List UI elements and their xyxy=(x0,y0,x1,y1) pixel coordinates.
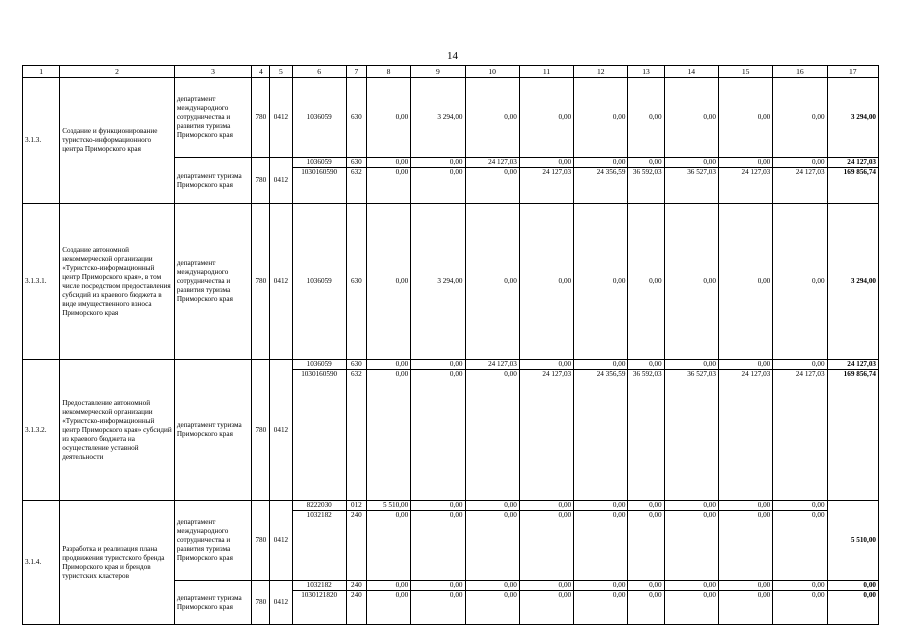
cell-c17: 0,00 xyxy=(863,591,876,600)
cell-c8: 0,00 xyxy=(395,370,409,379)
cell-c7: 630 xyxy=(346,204,366,360)
cell-c12: 0,00 xyxy=(612,511,626,520)
row-dept: департамент туризма Приморского края xyxy=(174,581,251,625)
cell-c15: 0,00 xyxy=(757,511,771,520)
cell-c17: 0,00 xyxy=(828,581,878,591)
cell-c14: 36 527,03 xyxy=(687,168,716,177)
cell-c16: 0,00 xyxy=(812,591,825,600)
header-cell: 8 xyxy=(366,66,410,78)
cell-c9: 3 294,00 xyxy=(411,78,465,158)
cell-c6: 1036059 xyxy=(293,360,346,370)
table-row xyxy=(23,204,879,360)
cell-c8: 0,00 xyxy=(367,158,410,168)
cell-c10: 0,00 xyxy=(465,78,519,158)
cell-c15: 0,00 xyxy=(757,591,771,600)
cell-c6: 8222030 xyxy=(293,501,346,511)
cell-c4: 780 xyxy=(252,158,270,204)
cell-c15: 24 127,03 xyxy=(741,168,771,177)
cell-c5: 0412 xyxy=(270,78,292,158)
cell-c10: 0,00 xyxy=(466,581,519,591)
row-code: 3.1.3.1. xyxy=(23,204,60,360)
cell-c13: 0,00 xyxy=(628,78,664,158)
cell-c9: 0,00 xyxy=(411,501,464,511)
cell-c14: 0,00 xyxy=(665,158,718,168)
header-cell: 14 xyxy=(664,66,718,78)
cell-c13: 36 592,03 xyxy=(632,168,662,177)
cell-c17: 169 856,74 xyxy=(843,168,876,177)
cell-c10: 0,00 xyxy=(504,511,517,520)
cell-c16: 24 127,03 xyxy=(795,370,825,379)
row-code: 3.1.3. xyxy=(23,78,60,204)
header-cell: 3 xyxy=(174,66,251,78)
cell-c4: 780 xyxy=(252,78,270,158)
cell-c8: 0,00 xyxy=(366,78,410,158)
cell-c6: 1036059 xyxy=(292,204,346,360)
cell-c13: 0,00 xyxy=(628,360,663,370)
header-cell: 11 xyxy=(519,66,573,78)
cell-c13: 0,00 xyxy=(628,501,663,511)
cell-c11: 0,00 xyxy=(558,511,572,520)
cell-c9: 0,00 xyxy=(449,168,463,177)
header-cell: 16 xyxy=(773,66,827,78)
cell-c4: 780 xyxy=(252,501,270,581)
cell-c9: 0,00 xyxy=(449,591,463,600)
header-cell: 15 xyxy=(718,66,772,78)
page-number: 14 xyxy=(447,50,458,62)
cell-c14: 0,00 xyxy=(703,511,716,520)
cell-c8: 0,00 xyxy=(366,204,410,360)
header-cell: 6 xyxy=(292,66,346,78)
cell-c7: 630 xyxy=(347,158,366,168)
header-cell: 5 xyxy=(270,66,292,78)
cell-c6: 1036059 xyxy=(293,158,346,168)
cell-c15: 0,00 xyxy=(719,581,772,591)
cell-c15: 0,00 xyxy=(718,78,772,158)
row-dept: департамент международного сотрудничества и развития туризма Приморского края xyxy=(174,78,251,158)
cell-c9: 3 294,00 xyxy=(411,204,465,360)
cell-c17: 3 294,00 xyxy=(827,204,878,360)
cell-c13: 0,00 xyxy=(649,591,662,600)
row-code: 3.1.3.2. xyxy=(23,360,60,501)
cell-c9: 0,00 xyxy=(411,158,464,168)
cell-c12: 0,00 xyxy=(574,78,628,158)
cell-c17: 24 127,03 xyxy=(828,158,878,168)
cell-c7: 632 xyxy=(350,370,362,379)
cell-c13: 0,00 xyxy=(649,511,662,520)
cell-c6: 1030160590 xyxy=(301,370,338,379)
cell-c8: 0,00 xyxy=(395,168,409,177)
cell-c10: 0,00 xyxy=(466,501,519,511)
cell-c10: 0,00 xyxy=(504,591,517,600)
cell-c5: 0412 xyxy=(270,501,292,581)
header-cell: 12 xyxy=(574,66,628,78)
cell-c15: 0,00 xyxy=(719,360,772,370)
cell-c6: 1032182 xyxy=(293,581,346,591)
cell-c16: 0,00 xyxy=(773,501,826,511)
cell-c11: 0,00 xyxy=(520,581,573,591)
cell-c5: 0412 xyxy=(270,204,292,360)
cell-c16: 24 127,03 xyxy=(795,168,825,177)
cell-c17: 169 856,74 xyxy=(843,370,876,379)
cell-c14: 0,00 xyxy=(664,204,718,360)
header-cell: 2 xyxy=(60,66,175,78)
row-dept: департамент международного сотрудничества и развития туризма Приморского края xyxy=(174,501,251,581)
header-cell: 4 xyxy=(252,66,270,78)
cell-c14: 36 527,03 xyxy=(687,370,716,379)
cell-c14: 0,00 xyxy=(664,78,718,158)
cell-c9: 0,00 xyxy=(411,581,464,591)
header-cell: 10 xyxy=(465,66,519,78)
cell-c13: 0,00 xyxy=(628,581,663,591)
cell-c6: 1030121820 xyxy=(301,591,338,600)
cell-c8: 0,00 xyxy=(395,591,409,600)
cell-c16: 0,00 xyxy=(773,78,827,158)
cell-c15: 0,00 xyxy=(718,204,772,360)
cell-c12: 0,00 xyxy=(574,581,627,591)
header-cell: 17 xyxy=(827,66,878,78)
cell-c7: 240 xyxy=(350,591,362,600)
cell-c11: 24 127,03 xyxy=(542,370,572,379)
cell-c8: 0,00 xyxy=(367,360,410,370)
cell-c6: 1032182 xyxy=(306,511,332,520)
cell-c5: 0412 xyxy=(270,581,292,625)
cell-c10: 0,00 xyxy=(504,168,517,177)
cell-c13: 36 592,03 xyxy=(632,370,662,379)
cell-c11: 0,00 xyxy=(520,158,573,168)
cell-c6: 1036059 xyxy=(292,78,346,158)
cell-c17: 24 127,03 xyxy=(828,360,878,370)
cell-c12: 0,00 xyxy=(574,360,627,370)
cell-c11: 0,00 xyxy=(519,204,573,360)
cell-c15: 24 127,03 xyxy=(741,370,771,379)
cell-c16: 0,00 xyxy=(773,204,827,360)
cell-c4: 780 xyxy=(252,581,270,625)
cell-c11: 0,00 xyxy=(520,501,573,511)
cell-c17: 3 294,00 xyxy=(827,78,878,158)
cell-c12: 0,00 xyxy=(574,501,627,511)
cell-c11: 24 127,03 xyxy=(542,168,572,177)
cell-c9: 0,00 xyxy=(449,370,463,379)
cell-c13: 0,00 xyxy=(628,158,663,168)
cell-c7: 240 xyxy=(350,511,362,520)
header-cell: 7 xyxy=(346,66,366,78)
row-code: 3.1.4. xyxy=(23,501,60,625)
header-cell: 1 xyxy=(23,66,60,78)
cell-c11: 0,00 xyxy=(520,360,573,370)
cell-c6: 1030160590 xyxy=(301,168,338,177)
cell-c7: 630 xyxy=(346,78,366,158)
cell-c10: 0,00 xyxy=(465,204,519,360)
cell-c11: 0,00 xyxy=(519,78,573,158)
cell-c16: 0,00 xyxy=(773,360,826,370)
cell-c14: 0,00 xyxy=(703,591,716,600)
cell-c8: 0,00 xyxy=(367,581,410,591)
budget-table xyxy=(22,65,879,625)
cell-c7: 632 xyxy=(350,168,362,177)
cell-c5: 0412 xyxy=(270,360,292,501)
cell-c8: 5 510,00 xyxy=(367,501,410,511)
cell-c7: 240 xyxy=(347,581,366,591)
table-row xyxy=(23,360,879,501)
cell-c14: 0,00 xyxy=(665,360,718,370)
header-cell: 9 xyxy=(411,66,465,78)
cell-c15: 0,00 xyxy=(719,501,772,511)
cell-c7: 012 xyxy=(347,501,366,511)
header-cell: 13 xyxy=(628,66,664,78)
row-dept: департамент туризма Приморского края xyxy=(174,158,251,204)
cell-c4: 780 xyxy=(252,204,270,360)
cell-c14: 0,00 xyxy=(665,501,718,511)
cell-c9: 0,00 xyxy=(411,360,464,370)
cell-c15: 0,00 xyxy=(719,158,772,168)
cell-c16: 0,00 xyxy=(773,581,826,591)
cell-c17: 5 510,00 xyxy=(827,501,878,581)
cell-c7: 630 xyxy=(347,360,366,370)
cell-c16: 0,00 xyxy=(812,511,825,520)
cell-c12: 24 356,59 xyxy=(596,370,626,379)
cell-c10: 0,00 xyxy=(504,370,517,379)
cell-c12: 0,00 xyxy=(574,158,627,168)
row-dept: департамент международного сотрудничества и развития туризма Приморского края xyxy=(174,204,251,360)
table-row xyxy=(23,78,879,158)
cell-c11: 0,00 xyxy=(558,591,572,600)
cell-c12: 0,00 xyxy=(612,591,626,600)
table-row xyxy=(23,501,879,581)
cell-c12: 24 356,59 xyxy=(596,168,626,177)
row-name: Создание автономной некоммерческой организации «Туристско-информационный центр Приморского края», в том числе посредством предоставления субсидий из краевого бюджета в виде имущественного взноса Приморского края xyxy=(60,204,175,360)
cell-c16: 0,00 xyxy=(773,158,826,168)
cell-c14: 0,00 xyxy=(665,581,718,591)
cell-c10: 24 127,03 xyxy=(466,158,519,168)
cell-c12: 0,00 xyxy=(574,204,628,360)
header-row xyxy=(23,66,879,78)
cell-c9: 0,00 xyxy=(449,511,463,520)
row-name: Разработка и реализация плана продвижения туристского бренда Приморского края и брендов туристских кластеров xyxy=(60,501,175,625)
cell-c5: 0412 xyxy=(270,158,292,204)
cell-c8: 0,00 xyxy=(395,511,409,520)
cell-c10: 24 127,03 xyxy=(466,360,519,370)
cell-c13: 0,00 xyxy=(628,204,664,360)
row-name: Предоставление автономной некоммерческой организации «Туристско-информационный центр Приморского края» субсидий из краевого бюджета на осуществление уставной деятельности xyxy=(60,360,175,501)
row-name: Создание и функционирование туристско-информационного центра Приморского края xyxy=(60,78,175,204)
row-dept: департамент туризма Приморского края xyxy=(174,360,251,501)
cell-c4: 780 xyxy=(252,360,270,501)
